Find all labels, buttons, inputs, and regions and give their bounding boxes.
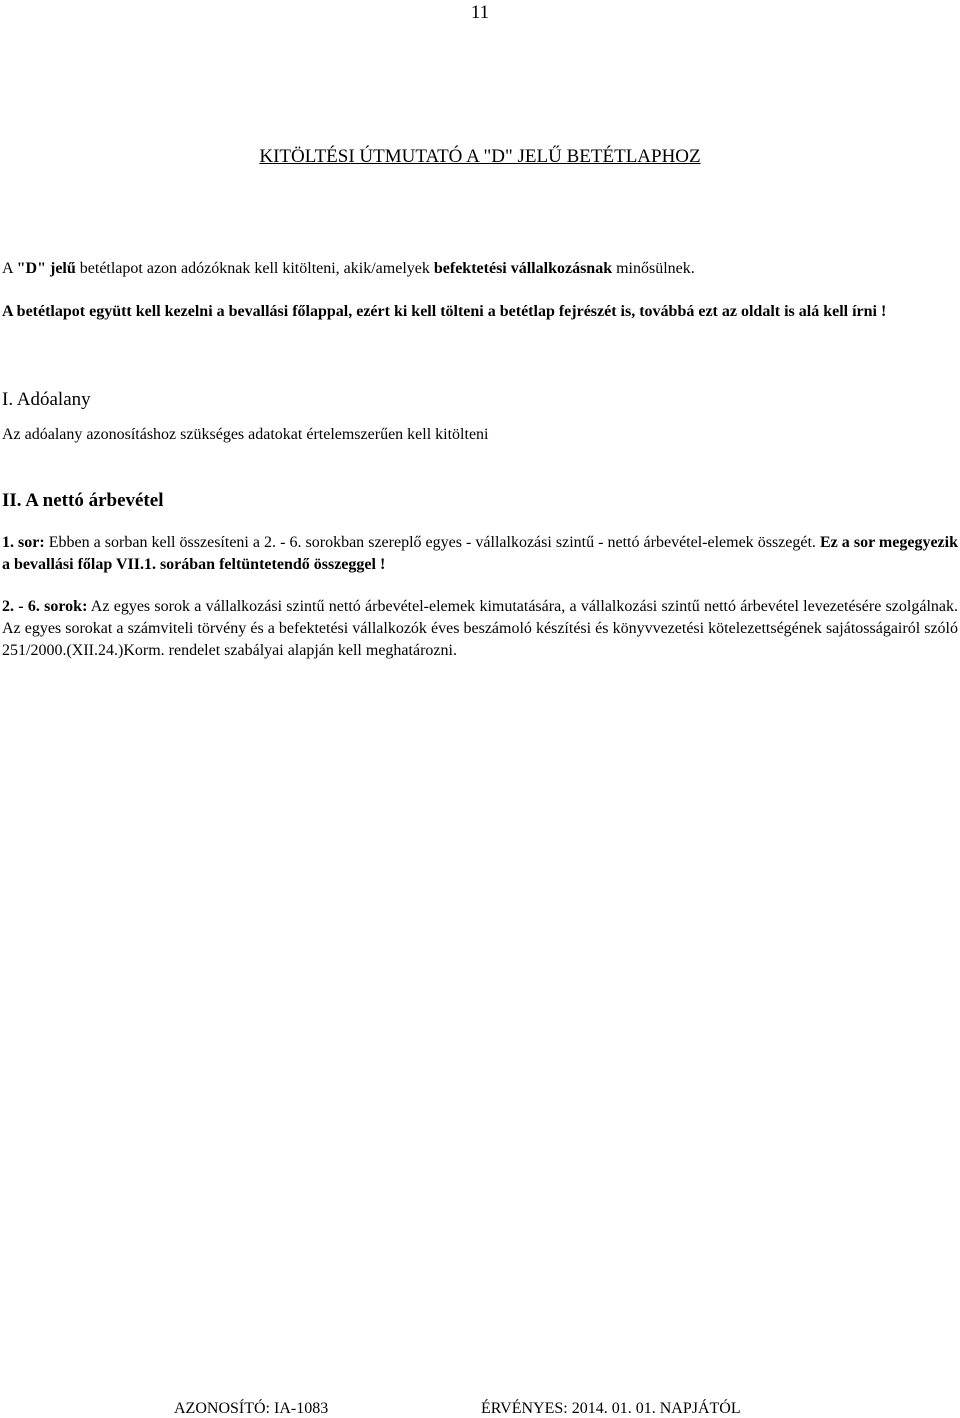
rows-2-6-description: [2, 596, 958, 662]
section-2-heading: II. A nettó árbevétel: [2, 490, 164, 511]
section-1-heading-text: I. Adóalany: [2, 389, 91, 410]
intro-text: A: [2, 260, 17, 277]
intro-paragraph-2: [2, 301, 958, 323]
intro-bold-entity-type: befektetési vállalkozásnak: [433, 260, 613, 277]
footer-validity: ÉRVÉNYES: 2014. 01. 01. NAPJÁTÓL: [481, 1400, 741, 1417]
row-1-text: Ebben a sorban kell összesíteni a 2. - 6. sorokban szereplő egyes - vállalkozási szintű - nettó árbevétel-elemek összegét.: [44, 534, 820, 551]
page-number: 11: [470, 2, 490, 23]
row-1-label: 1. sor:: [2, 534, 45, 551]
row-1-description: [2, 532, 958, 576]
footer-identifier: AZONOSÍTÓ: IA-1083: [174, 1400, 329, 1417]
section-1-heading: [2, 389, 91, 411]
intro-paragraph-1: [2, 258, 958, 280]
intro-instruction: A betétlapot együtt kell kezelni a bevallási főlappal, ezért ki kell tölteni a betétlap fejrészét is, továbbá ezt az oldalt is alá kell írni !: [2, 303, 887, 320]
page-title: KITÖLTÉSI ÚTMUTATÓ A "D" JELŰ BETÉTLAPHOZ: [259, 146, 701, 167]
row-1-note: Ez a sor megegyezik a bevallási főlap VII.1. sorában feltüntetendő összeggel !: [2, 534, 959, 573]
rows-2-6-label: 2. - 6. sorok:: [2, 598, 88, 615]
intro-text: betétlapot azon adózóknak kell kitölteni, akik/amelyek: [75, 260, 434, 277]
section-1-text: Az adóalany azonosításhoz szükséges adatokat értelemszerűen kell kitölteni: [2, 426, 489, 443]
intro-text: minősülnek.: [612, 260, 695, 277]
intro-bold-form-name: "D" jelű: [16, 260, 76, 277]
rows-2-6-text: Az egyes sorok a vállalkozási szintű nettó árbevétel-elemek kimutatására, a vállalkozási szintű nettó árbevétel levezetésére szolgálnak. Az egyes sorokat a számviteli törvény és a befektetési vállalkozók éves beszámoló készítési és könyvvezetési kötelezettségének sajátosságairól szóló 251/2000.(XII.24.)Korm. rendelet szabályai alapján kell meghatározni.: [2, 598, 959, 659]
